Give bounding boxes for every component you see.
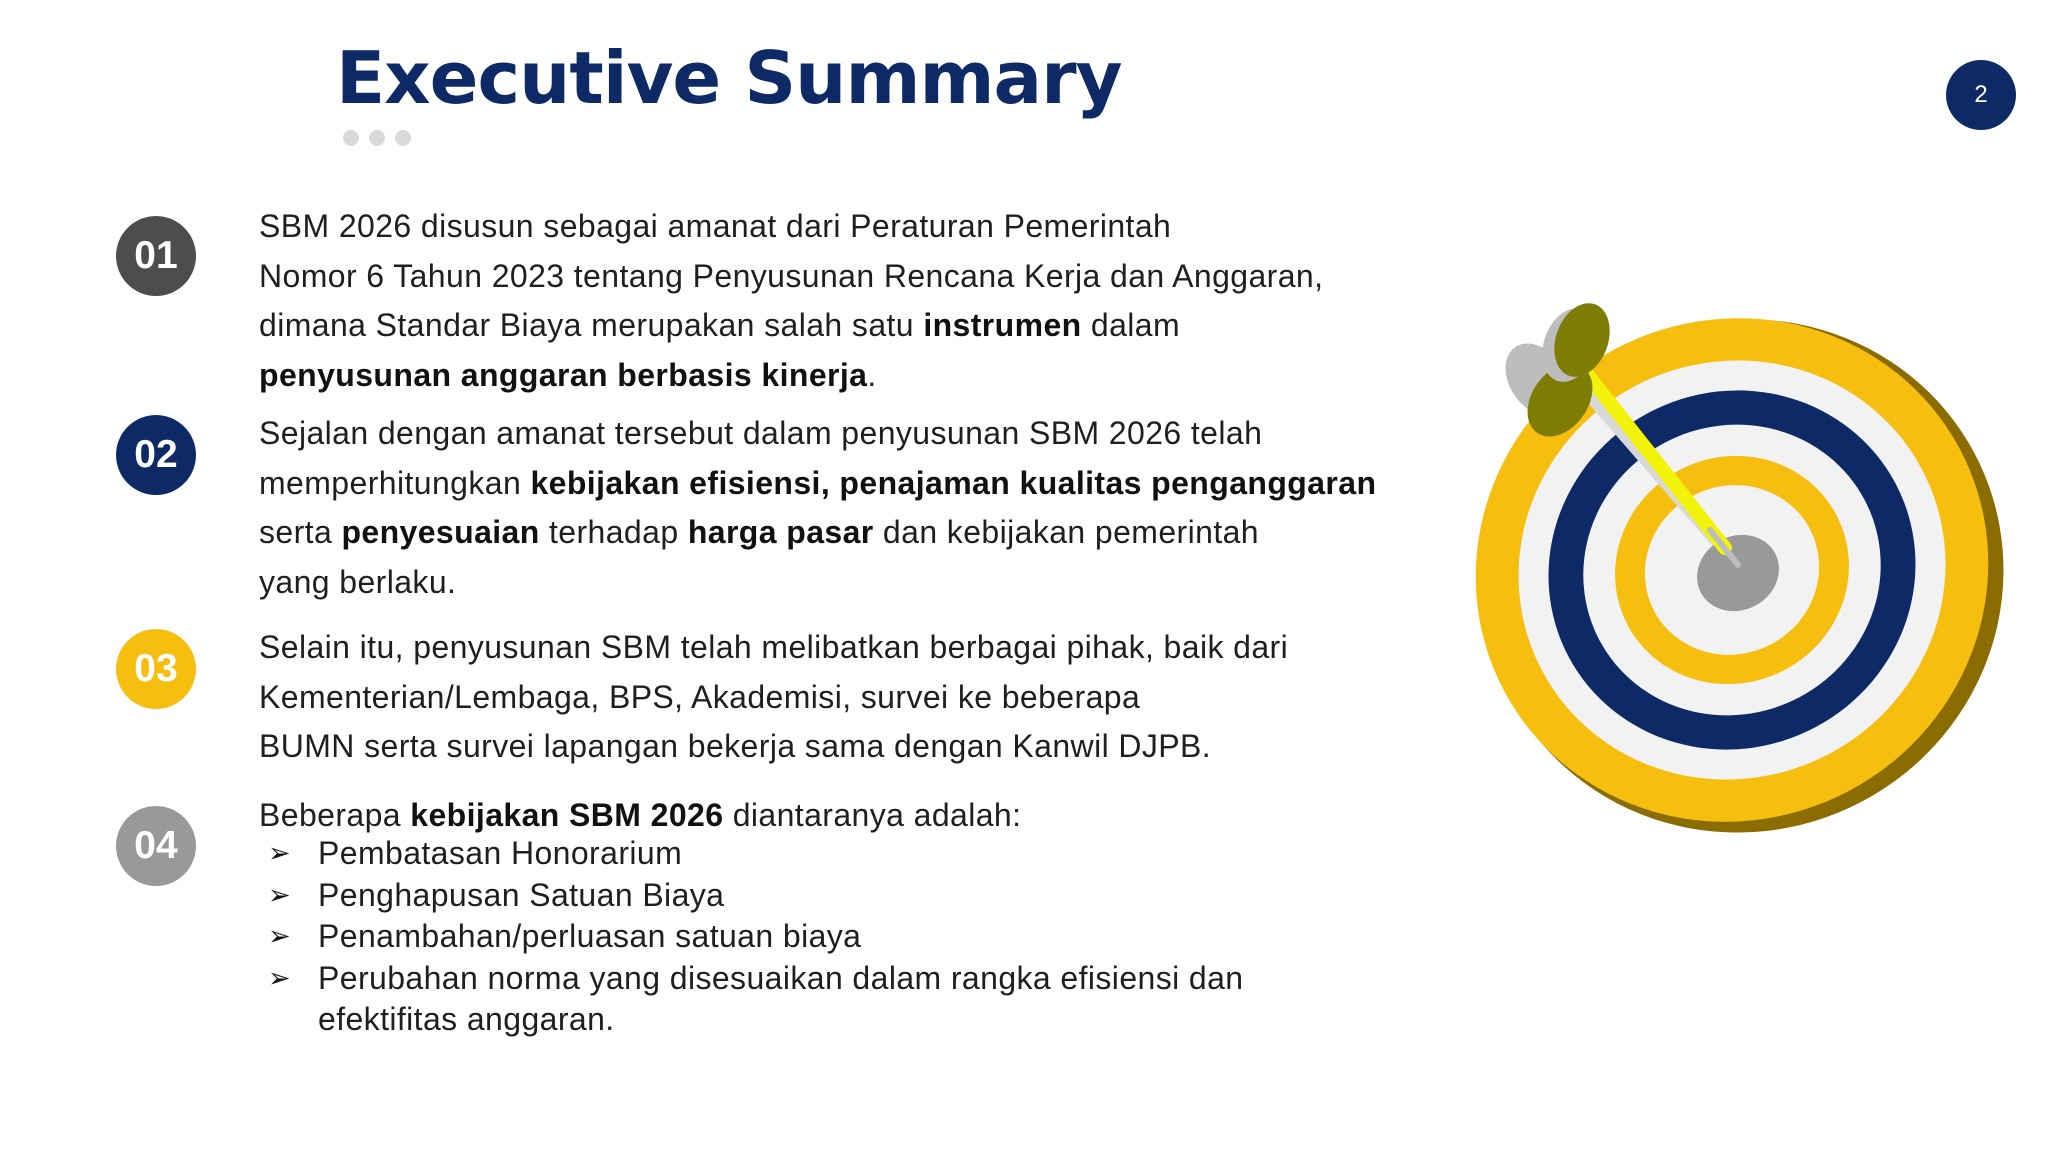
list-item: ➢ Pembatasan Honorarium [268, 833, 1388, 875]
list-item: ➢ Penghapusan Satuan Biaya [268, 875, 1388, 917]
arrow-bullet-icon: ➢ [268, 838, 292, 868]
arrow-bullet-icon: ➢ [268, 962, 292, 993]
item-number-badge-02: 02 [116, 415, 196, 495]
policy-list [268, 833, 1388, 1041]
item-text-04: Beberapa kebijakan SBM 2026 diantaranya adalah: [259, 797, 1022, 833]
dartboard-target-icon [1460, 290, 2020, 850]
arrow-bullet-icon: ➢ [268, 921, 292, 951]
page-number-badge: 2 [1946, 60, 2016, 130]
page-title: Executive Summary [336, 36, 1122, 120]
decorative-dots [343, 130, 411, 146]
item-text-02: Sejalan dengan amanat tersebut dalam penyusunan SBM 2026 telah memperhitungkan kebijakan efisiensi, penajaman kualitas penganggaran serta penyesuaian terhadap harga pasar dan kebijakan pemerintah yang berlaku. [259, 415, 1377, 600]
dot-icon [343, 130, 359, 146]
dot-icon [369, 130, 385, 146]
item-text-01: SBM 2026 disusun sebagai amanat dari Peraturan Pemerintah Nomor 6 Tahun 2023 tentang Penyusunan Rencana Kerja dan Anggaran, dimana Standar Biaya merupakan salah satu instrumen dalam penyusunan anggaran berbasis kinerja. [259, 208, 1324, 393]
item-number-badge-04: 04 [116, 806, 196, 886]
arrow-bullet-icon: ➢ [268, 879, 292, 910]
item-number-badge-01: 01 [116, 216, 196, 296]
item-number-badge-03: 03 [116, 629, 196, 709]
list-item: ➢ Perubahan norma yang disesuaikan dalam rangka efisiensi dan efektifitas anggaran. [268, 959, 1244, 1037]
item-text-03: Selain itu, penyusunan SBM telah melibatkan berbagai pihak, baik dari Kementerian/Lembaga, BPS, Akademisi, survei ke beberapa BUMN serta survei lapangan bekerja sama dengan Kanwil DJPB. [259, 629, 1289, 764]
dot-icon [395, 130, 411, 146]
list-item: ➢ Penambahan/perluasan satuan biaya [268, 916, 1388, 958]
